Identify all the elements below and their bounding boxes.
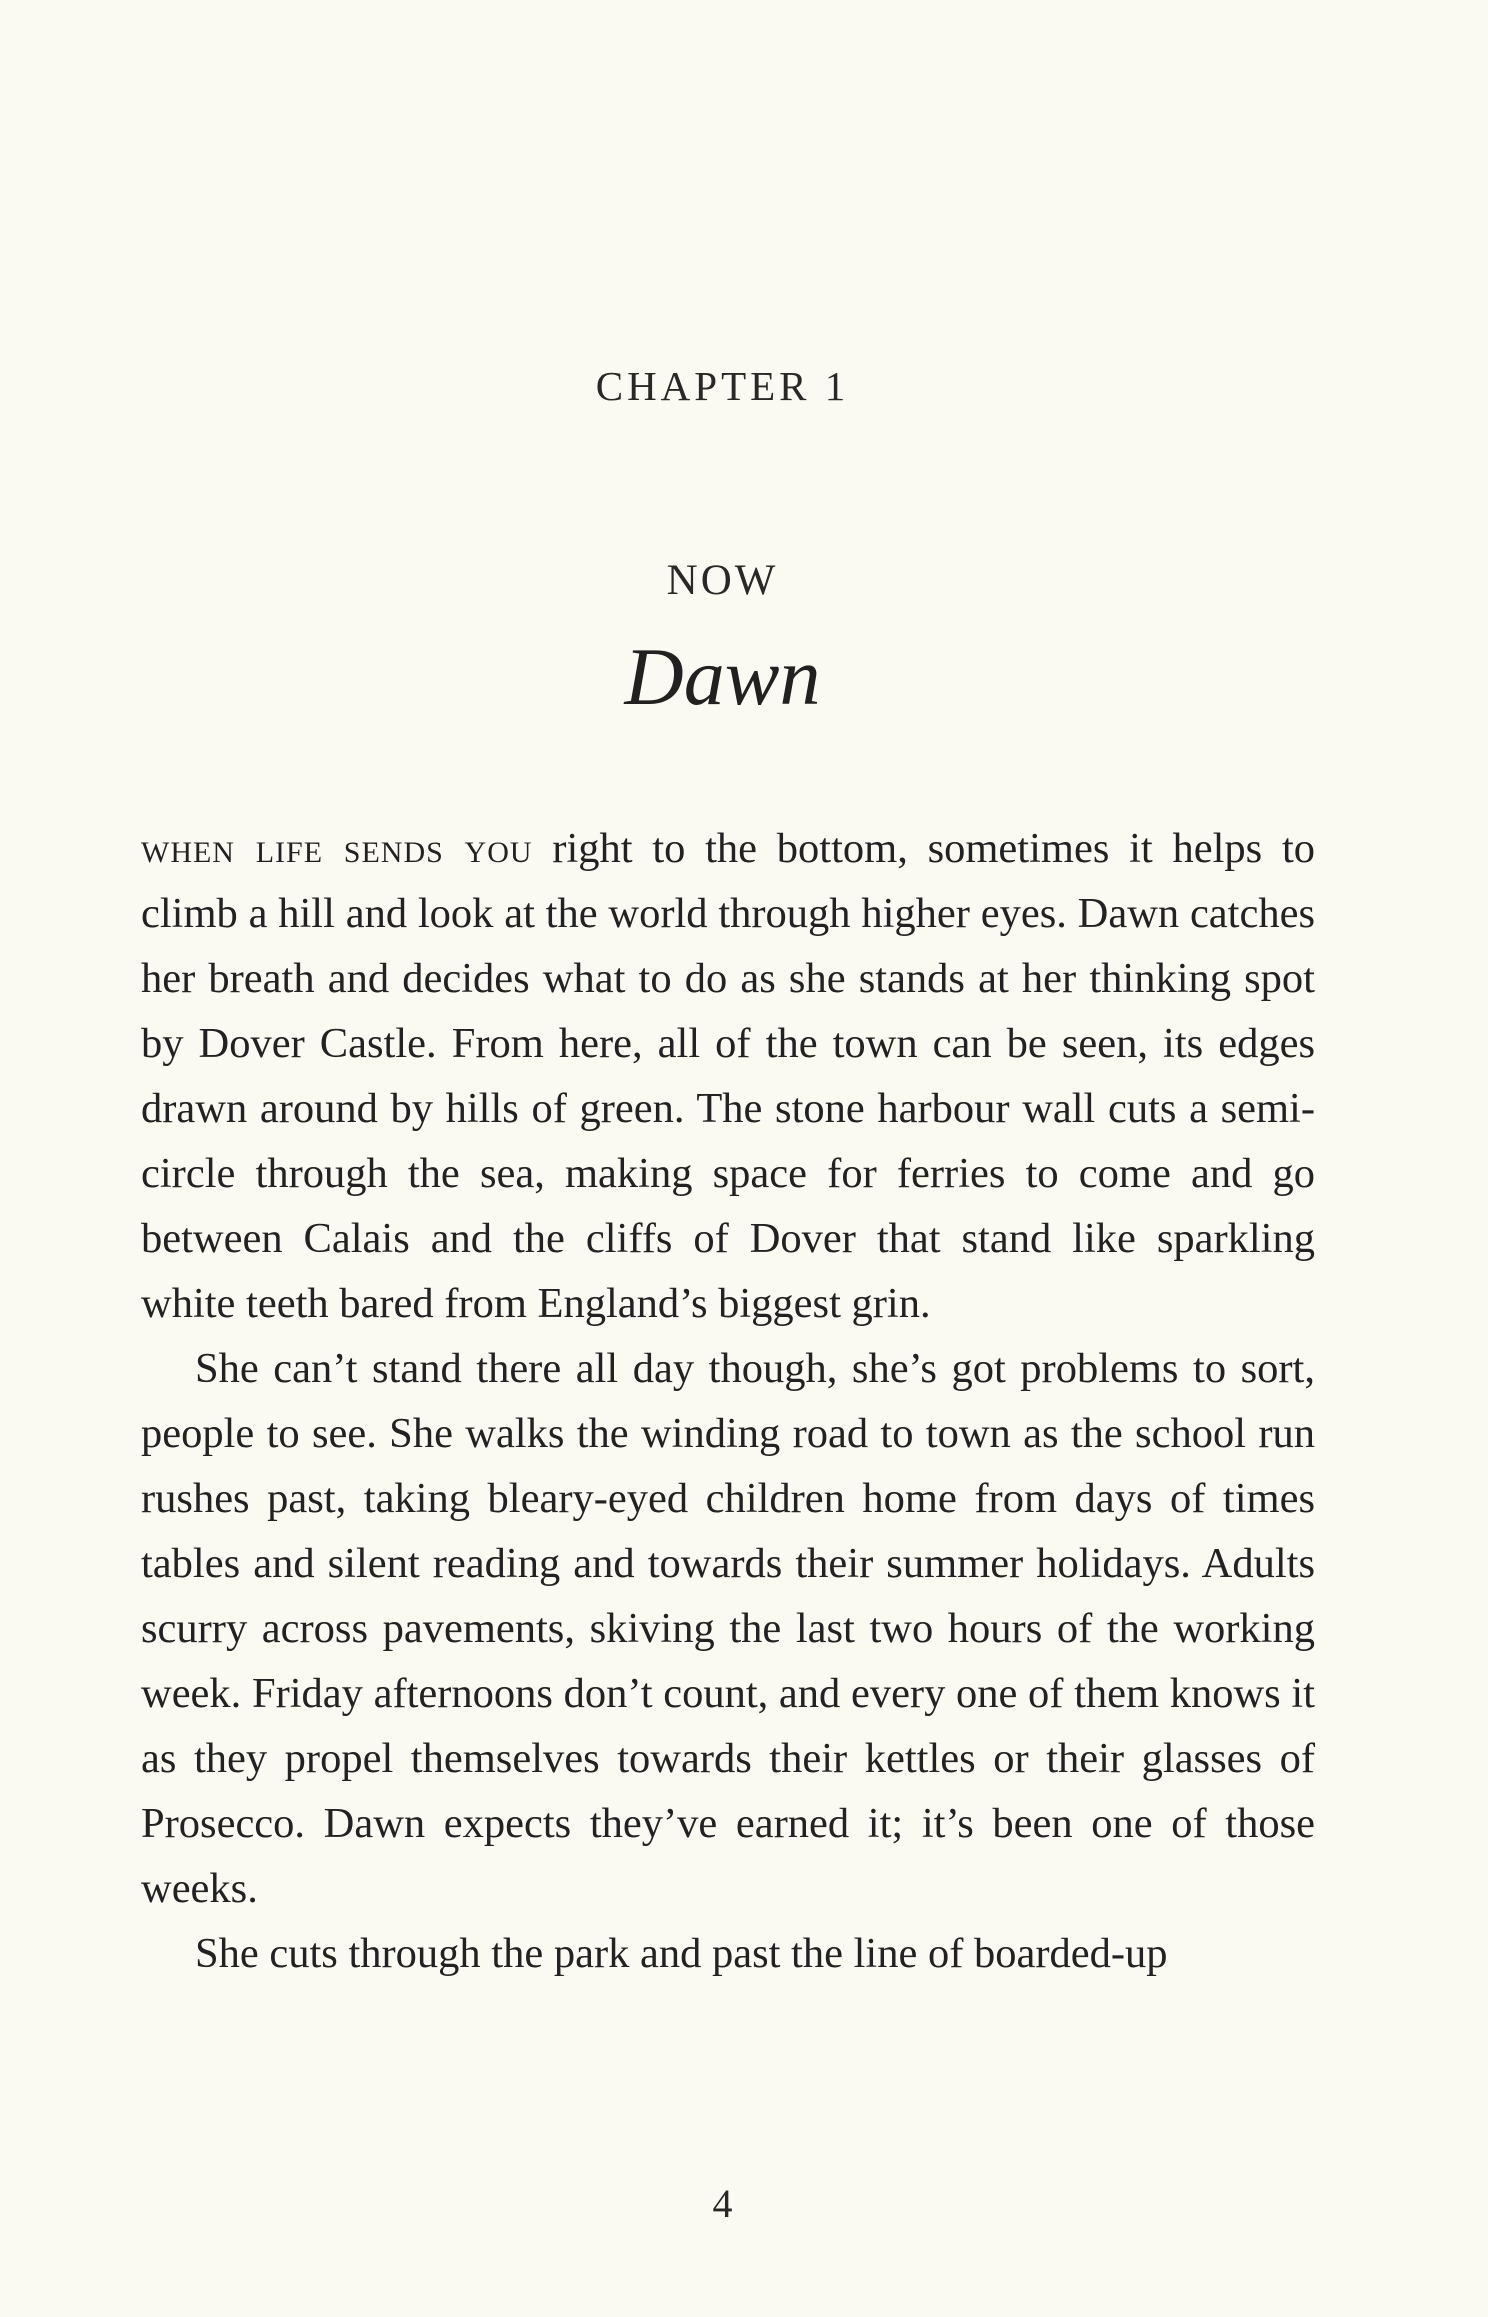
paragraph-1-text: right to the bottom, sometimes it helps to climb a hill and look at the world through higher eyes. Dawn catches her breath and decides what to do as she stands at her thinking spot by Dover Castle. From here, all of the town can be seen, its edges drawn around by hills of green. The stone harbour wall cuts a semi-circle through the sea, making space for ferries to come and go between Calais and the cliffs of Dover that stand like sparkling white teeth bared from England’s biggest grin.	[141, 825, 1315, 1327]
paragraph-1	[141, 816, 1315, 1336]
chapter-label: CHAPTER 1	[595, 363, 850, 409]
section-title: Dawn	[624, 631, 821, 722]
section-label: NOW	[666, 557, 779, 604]
page-number: 4	[712, 2181, 733, 2226]
paragraph-3: She cuts through the park and past the line of boarded-up	[195, 1930, 1168, 1977]
paragraph-2: She can’t stand there all day though, she’s got problems to sort, people to see. She walks the winding road to town as the school run rushes past, taking bleary-eyed children home from days of times tables and silent reading and towards their summer holidays. Adults scurry across pavements, skiving the last two hours of the working week. Friday afternoons don’t count, and every one of them knows it as they propel themselves towards their kettles or their glasses of Prosecco. Dawn expects they’ve earned it; it’s been one of those weeks.	[141, 1345, 1315, 1912]
opening-smallcaps: when life sends you	[141, 825, 533, 872]
body-text	[141, 816, 1315, 1986]
